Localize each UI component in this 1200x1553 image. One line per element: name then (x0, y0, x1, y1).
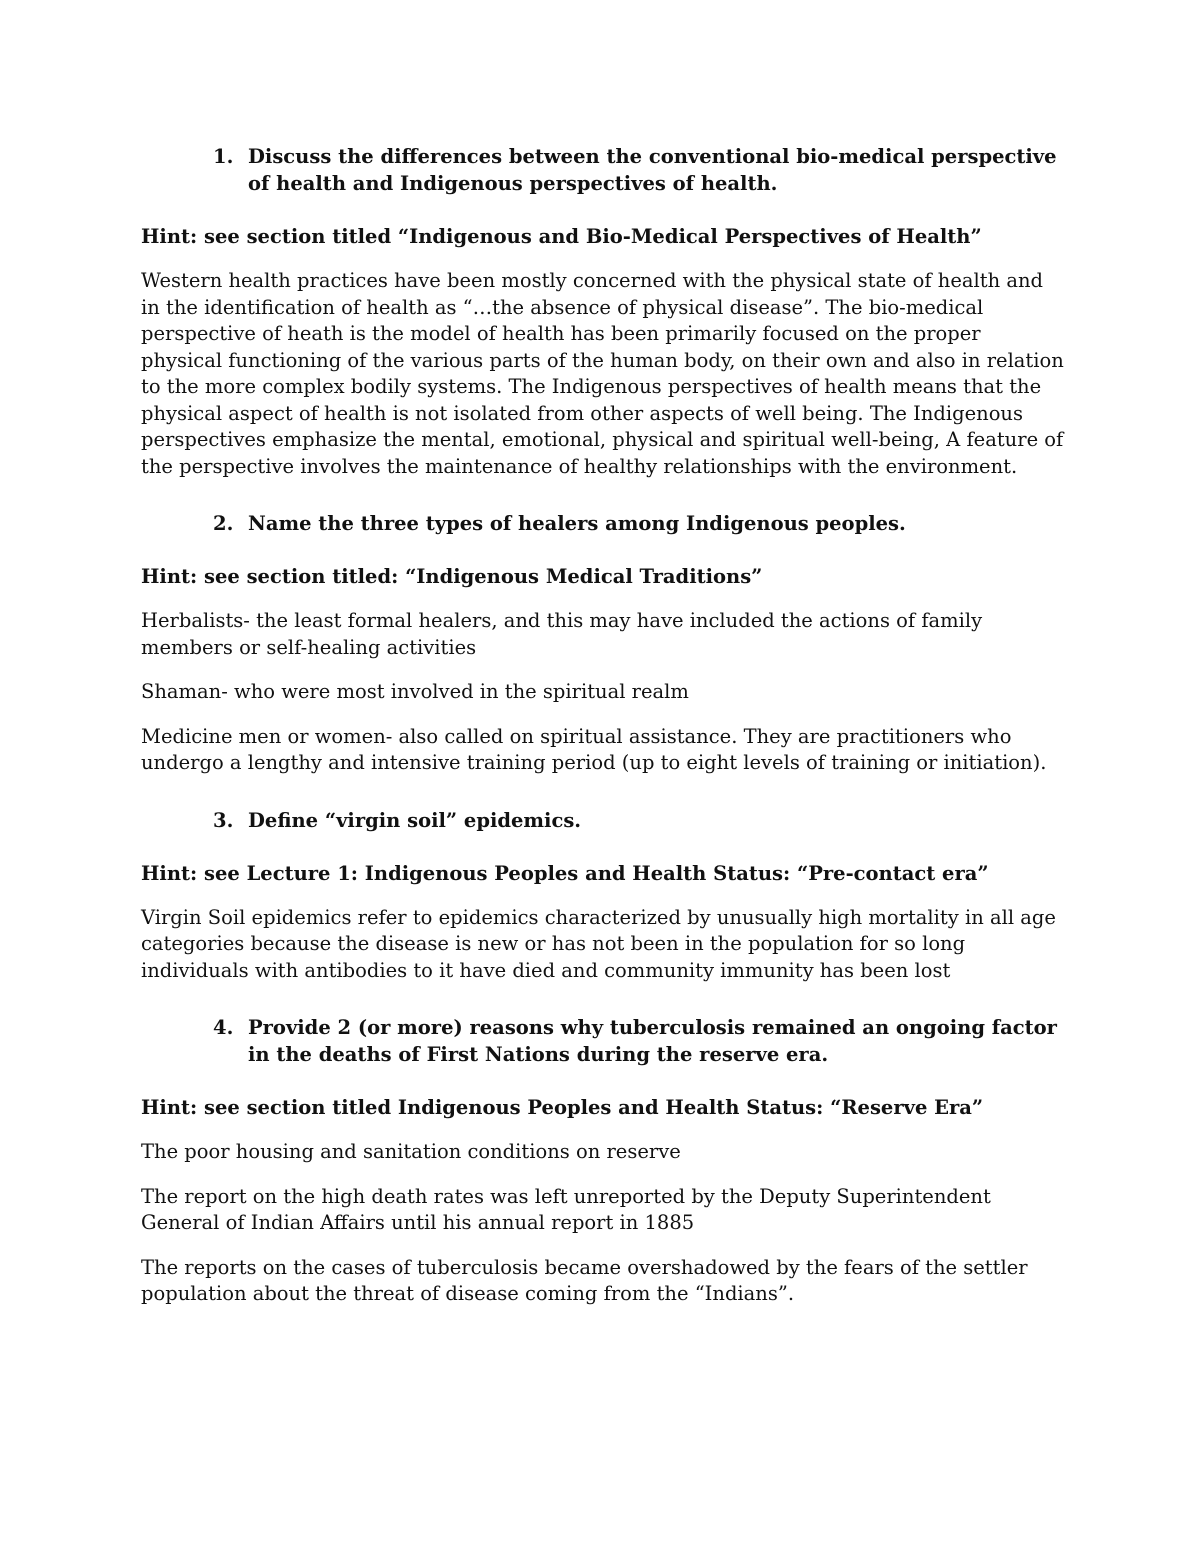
question-text: Name the three types of healers among Indigenous peoples. (248, 512, 906, 535)
question-number: 4. (213, 1016, 234, 1039)
question-number: 2. (213, 512, 234, 535)
hint-3: Hint: see Lecture 1: Indigenous Peoples and Health Status: “Pre-contact era” (141, 861, 989, 885)
question-1 (213, 143, 1066, 197)
answer-paragraph: Herbalists- the least formal healers, and this may have included the actions of family members or self-healing activities (141, 609, 983, 659)
hint-2: Hint: see section titled: “Indigenous Medical Traditions” (141, 565, 763, 588)
question-2 (213, 510, 1066, 537)
hint-1: Hint: see section titled “Indigenous and Bio-Medical Perspectives of Health” (141, 225, 982, 248)
question-number: 3. (213, 808, 234, 832)
hint-4: Hint: see section titled Indigenous Peoples and Health Status: “Reserve Era” (141, 1096, 984, 1119)
document-content (141, 143, 1066, 1326)
answer-paragraph: Virgin Soil epidemics refer to epidemics characterized by unusually high mortality in all age categories because the disease is new or has not been in the population for so long individuals with antibodies to it have died and community immunity has been lost (141, 905, 1056, 982)
answer-paragraph: The report on the high death rates was left unreported by the Deputy Superintendent General of Indian Affairs until his annual report in 1885 (141, 1184, 991, 1234)
question-number: 1. (213, 145, 234, 168)
answer-paragraph: Western health practices have been mostly concerned with the physical state of health and in the identification of health as “…the absence of physical disease”. The bio-medical perspective of heath is the model of health has been primarily focused on the proper physical functioning of the various parts of the human body, on their own and also in relation to the more complex bodily systems. The Indigenous perspectives of health means that the physical aspect of health is not isolated from other aspects of well being. The Indigenous perspectives emphasize the mental, emotional, physical and spiritual well-being, A feature of the perspective involves the maintenance of healthy relationships with the environment. (141, 269, 1064, 478)
answer-paragraph: The poor housing and sanitation conditions on reserve (141, 1140, 681, 1163)
question-text: Discuss the differences between the conventional bio-medical perspective of health and Indigenous perspectives of health. (248, 145, 1057, 195)
question-text: Define “virgin soil” epidemics. (248, 808, 582, 832)
answer-paragraph: Medicine men or women- also called on spiritual assistance. They are practitioners who undergo a lengthy and intensive training period (up to eight levels of training or initiation). (141, 724, 1047, 774)
answer-paragraph: Shaman- who were most involved in the spiritual realm (141, 680, 689, 703)
answer-paragraph: The reports on the cases of tuberculosis became overshadowed by the fears of the settler population about the threat of disease coming from the “Indians”. (141, 1255, 1028, 1305)
question-3 (213, 807, 1066, 834)
question-4 (213, 1014, 1066, 1068)
question-text: Provide 2 (or more) reasons why tuberculosis remained an ongoing factor in the deaths of First Nations during the reserve era. (248, 1016, 1057, 1066)
